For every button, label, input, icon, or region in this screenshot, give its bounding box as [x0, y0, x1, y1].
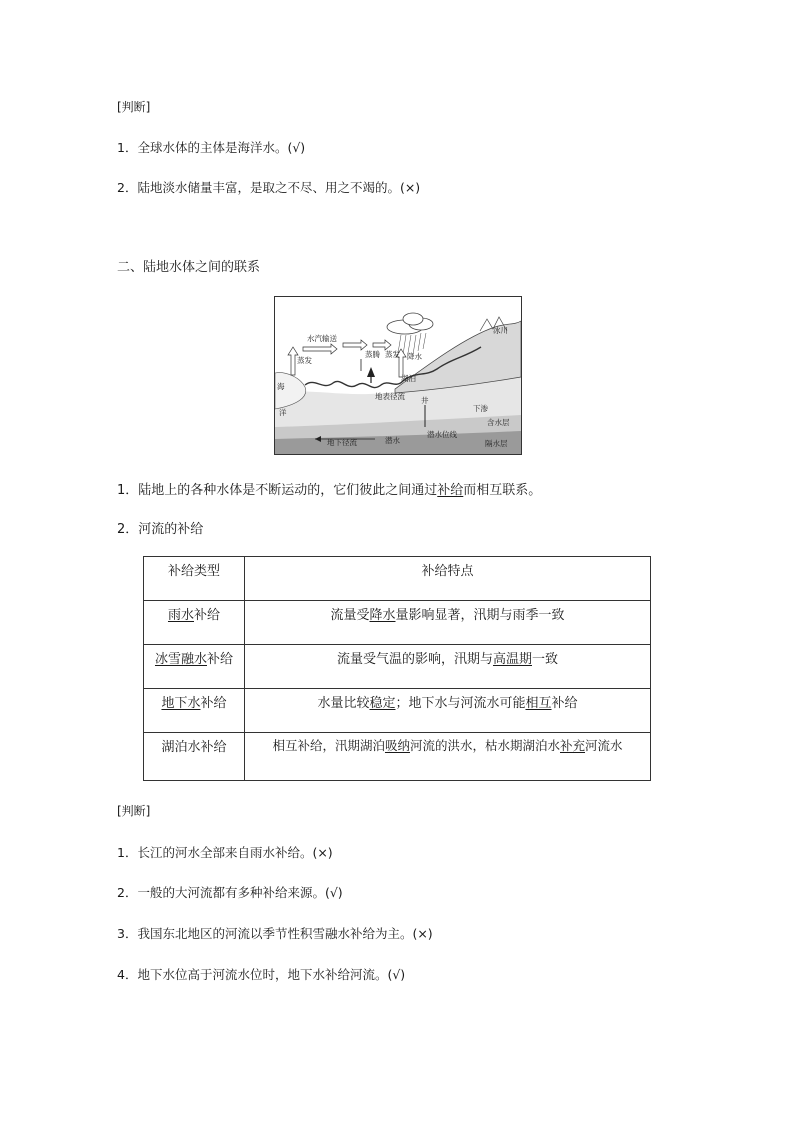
feature-underline: 高温期 [492, 652, 532, 667]
label-ocean-b: 洋 [279, 408, 287, 417]
supply-feature-cell [245, 601, 651, 645]
label-infiltration: 下渗 [473, 404, 488, 413]
label-evaporation-2: 蒸发 [385, 350, 400, 359]
label-water-table: 潜水位线 [427, 430, 457, 439]
label-transpiration: 蒸腾 [365, 350, 380, 359]
table-row [144, 645, 651, 689]
table-header: 补给类型 [144, 557, 245, 601]
supply-feature-cell [245, 645, 651, 689]
judge-item-2-4: 4．地下水位高于河流水位时，地下水补给河流。(√) [117, 967, 406, 982]
water-cycle-figure [274, 296, 522, 455]
feature-text: 流量受气温的影响，汛期与 [336, 652, 493, 667]
supply-type-cell [144, 733, 245, 781]
feature-text: 河流水 [585, 738, 623, 753]
judge-heading-1: [判断] [117, 100, 151, 114]
feature-text: 河流的洪水，枯水期湖泊水 [409, 738, 560, 753]
supply-type-underline: 冰雪融水 [154, 652, 207, 667]
supply-type-text: 补给 [194, 608, 221, 623]
judge-item-2-1: 1．长江的河水全部来自雨水补给。(×) [117, 845, 333, 860]
supply-feature-cell [245, 689, 651, 733]
table-row [144, 733, 651, 781]
paragraph-1-post: 而相互联系。 [463, 483, 542, 498]
feature-underline: 吸纳 [384, 738, 410, 753]
label-lake: 湖泊 [401, 374, 416, 383]
river-supply-table [143, 556, 651, 781]
label-evaporation: 蒸发 [297, 356, 312, 365]
label-vapor-transport: 水汽输送 [307, 334, 337, 343]
paragraph-1-pre: 1．陆地上的各种水体是不断运动的，它们彼此之间通过 [117, 483, 438, 498]
paragraph-1-underline: 补给 [437, 483, 464, 498]
label-groundwater-runoff: 地下径流 [327, 438, 357, 447]
label-precipitation: 降水 [407, 352, 422, 361]
label-aquiclude: 隔水层 [485, 439, 508, 448]
feature-text: 一致 [532, 652, 559, 667]
feature-text: 补给 [551, 696, 578, 711]
label-well: 井 [421, 396, 429, 405]
supply-type-cell [144, 645, 245, 689]
supply-type-cell [144, 601, 245, 645]
paragraph-1 [117, 479, 541, 498]
feature-underline: 稳定 [369, 696, 396, 711]
feature-text: 流量受 [330, 608, 370, 623]
supply-type-cell [144, 689, 245, 733]
label-seepage: 潜水 [385, 436, 400, 445]
judge-item-1-2: 2．陆地淡水储量丰富，是取之不尽、用之不竭的。(×) [117, 180, 421, 195]
section-title: 二、陆地水体之间的联系 [117, 260, 261, 275]
feature-underline: 补充 [560, 738, 586, 753]
feature-text: 水量比较 [317, 696, 370, 711]
table-header-row [144, 557, 651, 601]
supply-type-text: 湖泊水补给 [161, 740, 227, 755]
feature-text: ；地下水与河流水可能 [395, 696, 526, 711]
table-row [144, 601, 651, 645]
supply-type-text: 补给 [200, 696, 227, 711]
feature-text: 量影响显著，汛期与雨季一致 [395, 608, 565, 623]
supply-type-text: 补给 [207, 652, 234, 667]
judge-heading-2: [判断] [117, 804, 151, 818]
supply-feature-cell [245, 733, 651, 781]
feature-underline: 降水 [369, 608, 396, 623]
table-row [144, 689, 651, 733]
label-ocean-a: 海 [277, 382, 285, 391]
table-header: 补给特点 [245, 557, 651, 601]
supply-type-underline: 地下水 [161, 696, 201, 711]
label-aquifer: 含水层 [487, 418, 510, 427]
supply-type-underline: 雨水 [167, 608, 194, 623]
judge-item-2-3: 3．我国东北地区的河流以季节性积雪融水补给为主。(×) [117, 926, 433, 941]
judge-item-2-2: 2．一般的大河流都有多种补给来源。(√) [117, 885, 343, 900]
judge-item-1-1: 1．全球水体的主体是海洋水。(√) [117, 140, 306, 155]
label-glacier: 冰川 [493, 326, 508, 335]
feature-text: 相互补给，汛期湖泊 [272, 738, 385, 753]
label-surface-runoff: 地表径流 [375, 392, 405, 401]
paragraph-2: 2．河流的补给 [117, 522, 204, 537]
feature-underline: 相互 [525, 696, 552, 711]
